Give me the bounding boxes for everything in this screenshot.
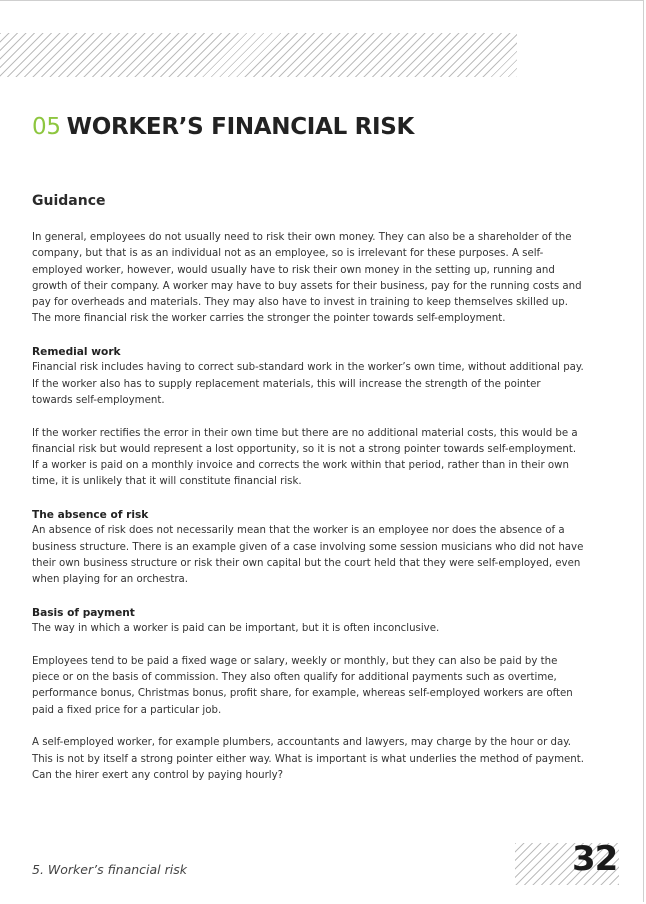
remedial-paragraph-1: Financial risk includes having to correct sub-standard work in the worker’s own time, without additional pay. If the worker also has to supply replacement materials, this will increase the strength of the pointer towards self-employment. bbox=[32, 362, 584, 406]
footer-section-label: 5. Worker’s financial risk bbox=[32, 862, 187, 877]
basis-of-payment-heading: Basis of payment bbox=[32, 606, 135, 619]
guidance-heading: Guidance bbox=[32, 193, 106, 209]
page-number: 32 bbox=[572, 839, 618, 879]
section-title: WORKER’S FINANCIAL RISK bbox=[66, 114, 415, 140]
absence-of-risk-heading: The absence of risk bbox=[32, 509, 149, 522]
payment-paragraph-2: Employees tend to be paid a fixed wage or salary, weekly or monthly, but they can also be paid by the piece or on the basis of commission. They also often qualify for additional payments such as overtime, performance bonus, Christmas bonus, profit share, for example, whereas self-employed workers are often paid a fixed price for a particular job. bbox=[32, 655, 573, 716]
remedial-paragraph-2: If the worker rectifies the error in their own time but there are no additional material costs, this would be a financial risk but would represent a lost opportunity, so it is not a strong pointer towards self-employment. If a worker is paid on a monthly invoice and corrects the work within that period, rather than in their own time, it is unlikely that it will constitute financial risk. bbox=[32, 427, 578, 488]
payment-paragraph-1: The way in which a worker is paid can be important, but it is often inconclusive. bbox=[32, 623, 440, 635]
payment-paragraph-3: A self-employed worker, for example plumbers, accountants and lawyers, may charge by the hour or day. This is not by itself a strong pointer either way. What is important is what underlies the method of payment. Can the hirer exert any control by paying hourly? bbox=[32, 737, 584, 781]
intro-paragraph: In general, employees do not usually need to risk their own money. They can also be a shareholder of the company, but that is as an individual not as an employee, so is irrelevant for these purposes. A self-employed worker, however, would usually have to risk their own money in the setting up, running and growth of their company. A worker may have to buy assets for their business, pay for the running costs and pay for overheads and materials. They may also have to invest in training to keep themselves skilled up. The more financial risk the worker carries the stronger the pointer towards self-employment. bbox=[32, 232, 582, 325]
page-title bbox=[32, 114, 414, 140]
section-number: 05 bbox=[32, 114, 61, 140]
header-hatch-decoration bbox=[0, 33, 517, 77]
body-content bbox=[32, 230, 584, 800]
remedial-work-heading: Remedial work bbox=[32, 346, 121, 359]
absence-paragraph: An absence of risk does not necessarily mean that the worker is an employee nor does the absence of a business structure. There is an example given of a case involving some session musicians who did not have their own business structure or risk their own capital but the court held that they were self-employed, even when playing for an orchestra. bbox=[32, 525, 584, 586]
